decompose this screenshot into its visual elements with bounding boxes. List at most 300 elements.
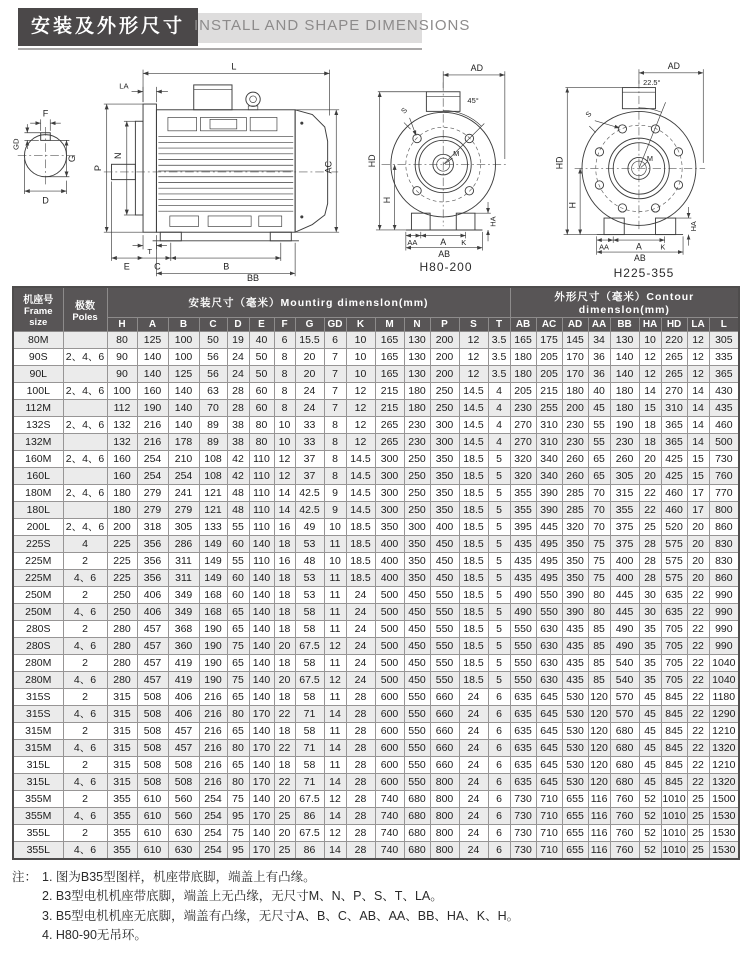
frame-cell: 315L [13,774,63,791]
dim-cell: 457 [137,621,168,638]
dim-cell: 495 [536,553,562,570]
dim-cell: 33 [295,434,324,451]
dim-cell: 11 [324,723,346,740]
dim-cell: 1040 [709,655,739,672]
dim-cell: 108 [199,468,227,485]
dim-cell: 15.5 [295,332,324,349]
front-view-h225-355 [550,60,738,264]
dim-cell: 315 [107,757,137,774]
dim-cell: 125 [168,366,199,383]
dim-label-ab: AB [634,253,646,264]
dim-cell: 12 [346,417,375,434]
dim-cell: 65 [227,621,249,638]
dim-cell: 740 [375,825,404,842]
dim-cell: 350 [562,536,588,553]
frame-cell: 280M [13,655,63,672]
dim-cell: 250 [404,502,430,519]
dim-cell: 400 [610,553,639,570]
dim-cell: 180 [510,366,536,383]
dim-cell: 710 [536,791,562,808]
dim-cell: 5 [488,587,510,604]
dim-cell: 570 [610,689,639,706]
dim-cell: 660 [430,740,459,757]
dim-cell: 22 [687,706,709,723]
poles-cell [63,400,107,417]
dim-cell: 50 [249,366,274,383]
table-row [13,706,739,723]
dim-cell: 48 [227,485,249,502]
dim-cell: 11 [324,655,346,672]
dim-cell: 8 [274,349,295,366]
dim-cell: 140 [249,604,274,621]
dim-cell: 22 [687,757,709,774]
column-letter: S [459,318,488,332]
poles-cell: 4、6 [63,570,107,587]
dim-cell: 45 [639,757,661,774]
dim-cell: 180 [107,502,137,519]
dim-label-h: H [381,196,392,204]
dim-cell: 550 [404,723,430,740]
dim-cell: 210 [168,451,199,468]
dim-cell: 460 [709,417,739,434]
dim-cell: 16 [274,519,295,536]
dim-cell: 500 [375,672,404,689]
dim-cell: 550 [510,655,536,672]
dim-cell: 610 [137,825,168,842]
dim-cell: 14 [639,383,661,400]
dim-cell: 130 [404,349,430,366]
dim-cell: 28 [346,689,375,706]
dim-cell: 254 [199,825,227,842]
notes-label: 注： [12,870,38,884]
dim-cell: 230 [404,417,430,434]
dim-cell: 520 [661,519,687,536]
dim-cell: 435 [709,400,739,417]
table-row [13,349,739,366]
dim-cell: 28 [346,842,375,860]
dim-cell: 600 [375,723,404,740]
dim-cell: 120 [588,740,610,757]
dim-cell: 445 [536,519,562,536]
dim-cell: 375 [610,536,639,553]
dim-cell: 200 [430,332,459,349]
dim-cell: 18 [274,723,295,740]
dim-cell: 5 [488,502,510,519]
dim-cell: 45 [639,723,661,740]
poles-cell: 4、6 [63,672,107,689]
dim-cell: 10 [274,417,295,434]
dim-cell: 100 [168,332,199,349]
dim-cell: 349 [168,604,199,621]
dim-cell: 406 [168,689,199,706]
dim-cell: 149 [199,536,227,553]
dim-cell: 680 [610,740,639,757]
frame-cell: 315S [13,689,63,706]
dim-cell: 508 [168,774,199,791]
dim-cell: 120 [588,706,610,723]
dim-cell: 740 [375,842,404,860]
dim-cell: 335 [709,349,739,366]
dim-cell: 305 [610,468,639,485]
dim-cell: 22 [639,485,661,502]
dim-cell: 145 [562,332,588,349]
dim-cell: 65 [227,604,249,621]
dim-cell: 14 [274,485,295,502]
dim-cell: 280 [107,638,137,655]
poles-cell [63,332,107,349]
dim-label-hd: HD [367,154,378,168]
technical-drawings [12,60,738,282]
dim-cell: 265 [661,349,687,366]
dim-cell: 5 [488,536,510,553]
dim-cell: 635 [661,587,687,604]
column-letter: T [488,318,510,332]
dim-cell: 530 [562,757,588,774]
dim-cell: 760 [610,791,639,808]
dim-cell: 400 [375,536,404,553]
dim-cell: 18.5 [459,672,488,689]
dim-cell: 42.5 [295,485,324,502]
dim-cell: 160 [137,383,168,400]
dim-cell: 530 [562,740,588,757]
dim-cell: 3.5 [488,366,510,383]
dim-cell: 50 [249,349,274,366]
frame-cell: 180M [13,485,63,502]
dim-label-s: S [583,109,594,120]
dim-cell: 390 [536,485,562,502]
dim-cell: 406 [137,587,168,604]
page-title-en: INSTALL AND SHAPE DIMENSIONS [194,17,471,34]
dim-cell: 168 [199,587,227,604]
dim-cell: 34 [588,332,610,349]
dim-cell: 368 [168,621,199,638]
dim-cell: 550 [430,672,459,689]
dim-cell: 24 [346,621,375,638]
dim-cell: 67.5 [295,638,324,655]
dim-cell: 116 [588,825,610,842]
dim-cell: 18.5 [346,519,375,536]
dim-cell: 250 [430,400,459,417]
dim-cell: 254 [199,791,227,808]
dim-cell: 180 [510,349,536,366]
dim-cell: 375 [610,519,639,536]
dim-cell: 550 [430,621,459,638]
dim-cell: 14 [324,808,346,825]
dim-cell: 14 [324,774,346,791]
dim-cell: 53 [295,570,324,587]
dim-cell: 315 [610,485,639,502]
dim-cell: 500 [375,587,404,604]
dim-cell: 460 [661,502,687,519]
dim-label-b: B [223,261,230,272]
dim-cell: 12 [324,672,346,689]
dim-cell: 50 [199,332,227,349]
dim-cell: 508 [168,757,199,774]
dim-cell: 450 [404,621,430,638]
dim-cell: 435 [510,553,536,570]
front-view-large-block [550,60,738,280]
dim-cell: 180 [610,400,639,417]
dim-cell: 6 [488,842,510,860]
column-letter: H [107,318,137,332]
dim-cell: 60 [227,536,249,553]
dim-cell: 300 [430,417,459,434]
dim-cell: 300 [375,451,404,468]
dim-label-gd: GD [12,138,21,150]
dim-cell: 12 [274,451,295,468]
dim-cell: 655 [562,808,588,825]
dim-cell: 170 [249,774,274,791]
dim-cell: 20 [274,638,295,655]
dim-cell: 22 [274,706,295,723]
side-view-drawing [12,60,342,282]
poles-cell: 2 [63,825,107,842]
dim-cell: 660 [430,706,459,723]
table-row [13,621,739,638]
dim-cell: 1530 [709,825,739,842]
dim-cell: 730 [709,451,739,468]
dim-cell: 24 [227,366,249,383]
frame-cell: 250M [13,604,63,621]
note-text: 2. B3型电机机座带底脚，端盖上无凸缘，无尺寸M、N、P、S、T、LA。 [42,889,443,904]
dim-cell: 356 [137,553,168,570]
dim-cell: 65 [588,451,610,468]
dim-cell: 216 [137,417,168,434]
dim-cell: 140 [249,570,274,587]
frame-cell: 160L [13,468,63,485]
table-row [13,638,739,655]
dim-cell: 48 [227,502,249,519]
dim-cell: 18.5 [459,553,488,570]
dim-cell: 270 [661,383,687,400]
dim-cell: 355 [107,842,137,860]
dim-cell: 845 [661,774,687,791]
dim-cell: 508 [137,740,168,757]
dim-cell: 600 [375,740,404,757]
dim-cell: 311 [168,553,199,570]
dim-cell: 22 [687,672,709,689]
col-header-poles: 极数 Poles [63,287,107,332]
dim-cell: 350 [375,519,404,536]
dim-cell: 860 [709,570,739,587]
dim-cell: 35 [639,672,661,689]
group-header-mounting: 安装尺寸（毫米）Mountirg dimenslon(mm) [107,287,510,318]
dim-cell: 20 [639,451,661,468]
dim-cell: 550 [404,757,430,774]
dim-cell: 19 [227,332,249,349]
dim-cell: 655 [562,791,588,808]
dim-cell: 450 [404,587,430,604]
dim-cell: 1010 [661,791,687,808]
dim-cell: 450 [404,672,430,689]
poles-cell: 4、6 [63,740,107,757]
dim-cell: 390 [562,604,588,621]
dim-cell: 33 [295,417,324,434]
dim-cell: 86 [295,808,324,825]
dim-cell: 200 [107,519,137,536]
dim-label-a: A [440,236,447,247]
dim-cell: 15 [687,451,709,468]
dim-cell: 180 [610,383,639,400]
dim-cell: 6 [488,689,510,706]
dim-label-g: G [67,155,78,163]
frame-cell: 355M [13,808,63,825]
dim-cell: 6 [488,808,510,825]
dim-cell: 56 [199,366,227,383]
dim-cell: 28 [346,723,375,740]
dim-cell: 250 [107,587,137,604]
dim-cell: 38 [227,434,249,451]
dim-cell: 24 [346,638,375,655]
note-line [12,907,738,926]
dim-cell: 18.5 [346,553,375,570]
dim-cell: 12 [324,791,346,808]
dim-cell: 500 [375,621,404,638]
column-letter: E [249,318,274,332]
dim-cell: 52 [639,808,661,825]
page-title-zh: 安装及外形尺寸 [18,8,198,46]
dim-cell: 6 [488,774,510,791]
dim-cell: 5 [488,672,510,689]
dim-cell: 560 [168,808,199,825]
dim-cell: 149 [199,570,227,587]
dim-cell: 140 [249,621,274,638]
dim-cell: 490 [610,621,639,638]
frame-cell: 355L [13,842,63,860]
frame-cell: 180L [13,502,63,519]
dim-cell: 140 [137,366,168,383]
dim-label-hd: HD [554,156,565,170]
dim-cell: 406 [168,706,199,723]
dim-cell: 28 [639,553,661,570]
dim-cell: 85 [588,672,610,689]
dim-cell: 845 [661,689,687,706]
dim-cell: 18.5 [459,621,488,638]
dim-cell: 12 [459,366,488,383]
dim-cell: 457 [168,740,199,757]
dim-cell: 180 [107,485,137,502]
dim-cell: 254 [199,808,227,825]
table-row [13,757,739,774]
frame-cell: 112M [13,400,63,417]
dim-cell: 286 [168,536,199,553]
dim-cell: 635 [510,757,536,774]
dim-cell: 10 [639,332,661,349]
dim-cell: 550 [510,621,536,638]
dim-cell: 230 [562,434,588,451]
table-row [13,417,739,434]
dim-label-aa: AA [407,237,418,247]
dim-cell: 140 [249,791,274,808]
dim-cell: 630 [536,672,562,689]
dim-cell: 45 [639,774,661,791]
poles-cell: 2 [63,587,107,604]
dim-cell: 160 [107,451,137,468]
poles-cell: 2 [63,621,107,638]
dim-cell: 130 [610,332,639,349]
dim-cell: 45 [639,689,661,706]
dim-cell: 349 [168,587,199,604]
dim-cell: 355 [610,502,639,519]
table-row [13,672,739,689]
frame-cell: 280S [13,638,63,655]
dim-cell: 356 [137,570,168,587]
dim-cell: 435 [510,536,536,553]
dim-cell: 350 [404,536,430,553]
column-letter: G [295,318,324,332]
dim-cell: 22 [274,774,295,791]
dim-cell: 1530 [709,842,739,860]
table-row [13,434,739,451]
dim-cell: 355 [107,791,137,808]
dim-cell: 55 [227,553,249,570]
dim-cell: 600 [375,706,404,723]
dim-cell: 58 [295,621,324,638]
dim-cell: 18 [274,689,295,706]
dim-cell: 140 [610,366,639,383]
dim-cell: 490 [510,604,536,621]
dim-cell: 254 [137,451,168,468]
dim-cell: 20 [687,536,709,553]
dim-cell: 71 [295,706,324,723]
dim-cell: 5 [488,638,510,655]
dim-cell: 450 [430,536,459,553]
dim-cell: 18.5 [459,536,488,553]
dim-cell: 12 [459,332,488,349]
dim-cell: 8 [324,417,346,434]
table-row [13,332,739,349]
dim-cell: 460 [661,485,687,502]
dim-cell: 80 [227,740,249,757]
dim-cell: 75 [227,672,249,689]
table-row [13,774,739,791]
dim-cell: 530 [562,723,588,740]
dim-cell: 279 [137,485,168,502]
dim-cell: 5 [488,553,510,570]
dimensions-table [12,286,740,860]
dim-cell: 10 [346,332,375,349]
dim-cell: 35 [639,655,661,672]
dim-cell: 65 [227,655,249,672]
dim-cell: 52 [639,842,661,860]
dim-cell: 400 [610,570,639,587]
table-row [13,383,739,400]
dim-cell: 390 [536,502,562,519]
dim-cell: 730 [510,825,536,842]
dim-cell: 260 [610,451,639,468]
dim-cell: 24 [295,400,324,417]
dim-cell: 500 [375,638,404,655]
dim-cell: 205 [510,383,536,400]
dim-cell: 12 [346,434,375,451]
dim-cell: 990 [709,621,739,638]
dim-cell: 680 [404,808,430,825]
dim-cell: 400 [375,570,404,587]
dim-cell: 70 [588,485,610,502]
dim-cell: 18 [274,621,295,638]
dim-cell: 5 [488,604,510,621]
dim-cell: 990 [709,587,739,604]
dim-cell: 89 [199,434,227,451]
dim-cell: 130 [404,332,430,349]
dim-cell: 28 [346,791,375,808]
dim-cell: 170 [249,706,274,723]
dim-cell: 550 [430,604,459,621]
dim-cell: 12 [274,468,295,485]
table-row [13,400,739,417]
dim-cell: 457 [168,723,199,740]
dim-cell: 660 [430,723,459,740]
